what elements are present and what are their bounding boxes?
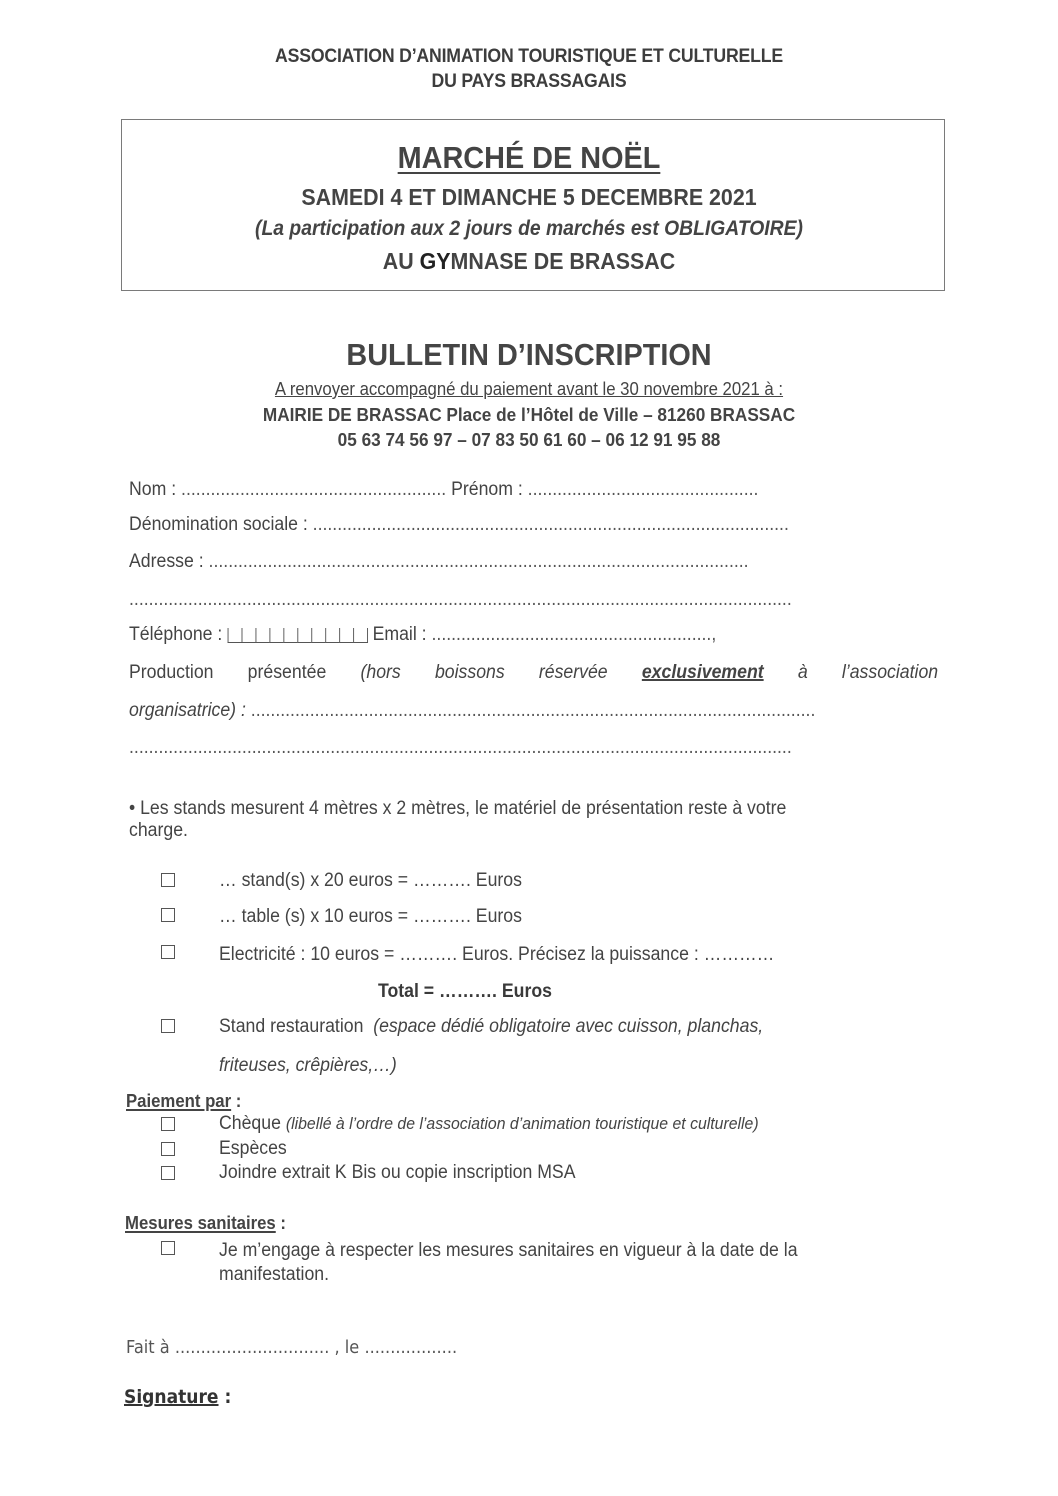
adresse-row-2 xyxy=(129,589,792,611)
payment-heading-text: Paiement par xyxy=(126,1091,232,1111)
sanitary-heading-text: Mesures sanitaires xyxy=(125,1213,276,1233)
adresse-field-2[interactable]: ....................................................................................................................................... xyxy=(129,589,792,610)
restauration-note-2: friteuses, crêpières,…) xyxy=(219,1055,397,1076)
adresse-label: Adresse : xyxy=(129,551,204,572)
date-field[interactable]: .................. xyxy=(364,1337,458,1358)
location-suffix: MNASE DE BRASSAC xyxy=(450,248,676,274)
payment-heading xyxy=(126,1091,241,1112)
stands-note-cont: charge. xyxy=(129,820,188,841)
restauration-row xyxy=(219,1016,763,1038)
production-label: Production présentée xyxy=(129,662,327,683)
telephone-digit-box[interactable] xyxy=(325,628,339,643)
participation-note: (La participation aux 2 jours de marchés est OBLIGATOIRE) xyxy=(255,217,803,240)
contact-phones: 05 63 74 56 97 – 07 83 50 61 60 – 06 12 91 95 88 xyxy=(337,429,721,450)
sanitary-heading xyxy=(125,1213,286,1234)
especes-checkbox[interactable] xyxy=(161,1142,175,1156)
mairie-address: MAIRIE DE BRASSAC Place de l’Hôtel de Ville – 81260 BRASSAC xyxy=(262,404,796,425)
location-highlight: GY xyxy=(419,248,451,274)
payment-heading-colon: : xyxy=(231,1091,242,1111)
cheque-note: (libellé à l’ordre de l’association d’animation touristique et culturelle) xyxy=(285,1114,759,1133)
event-dates: SAMEDI 4 ET DIMANCHE 5 DECEMBRE 2021 xyxy=(301,184,757,210)
cheque-checkbox[interactable] xyxy=(161,1117,175,1131)
email-field[interactable]: ........................................................., xyxy=(431,624,717,645)
nom-prenom-row xyxy=(129,479,758,501)
table-option-label: … table (s) x 10 euros = ………. Euros xyxy=(219,906,522,927)
production-row-2 xyxy=(129,700,815,722)
telephone-digit-box[interactable] xyxy=(297,628,311,643)
email-label: Email : xyxy=(372,624,427,645)
cheque-option xyxy=(219,1113,759,1135)
restauration-checkbox[interactable] xyxy=(161,1019,175,1033)
sanitary-checkbox[interactable] xyxy=(161,1241,175,1255)
signature-label: Signature xyxy=(124,1386,219,1408)
denomination-row xyxy=(129,514,789,536)
sanitary-heading-colon: : xyxy=(275,1213,286,1233)
le-label: , le xyxy=(334,1337,360,1358)
adresse-field[interactable]: .............................................................................................................. xyxy=(208,551,749,572)
telephone-digit-box[interactable] xyxy=(241,628,255,643)
stands-note: • Les stands mesurent 4 mètres x 2 mètres, le matériel de présentation reste à votre xyxy=(129,798,787,819)
fait-a-row xyxy=(126,1337,457,1358)
production-field[interactable]: ................................................................................................................... xyxy=(250,700,816,721)
bulletin-title: BULLETIN D’INSCRIPTION xyxy=(346,337,712,372)
association-name-line2: DU PAYS BRASSAGAIS xyxy=(431,71,627,92)
stand-option-label: … stand(s) x 20 euros = ………. Euros xyxy=(219,870,522,891)
return-instruction: A renvoyer accompagné du paiement avant le 30 novembre 2021 à : xyxy=(274,379,784,399)
sanitary-commitment-line1: Je m’engage à respecter les mesures sanitaires en vigueur à la date de la xyxy=(219,1240,798,1261)
total-line: Total = ………. Euros xyxy=(378,981,552,1002)
production-note-1: (hors boissons réservée xyxy=(360,662,608,683)
telephone-digit-box[interactable] xyxy=(339,628,353,643)
telephone-digit-box[interactable] xyxy=(311,628,325,643)
stand-checkbox[interactable] xyxy=(161,873,175,887)
event-title: MARCHÉ DE NOËL xyxy=(397,140,661,175)
denomination-field[interactable]: ................................................................................................. xyxy=(312,514,789,535)
telephone-field[interactable] xyxy=(227,627,367,649)
telephone-label: Téléphone : xyxy=(129,624,223,645)
event-location xyxy=(37,248,1021,275)
telephone-digit-box[interactable] xyxy=(255,628,269,643)
production-note-3: organisatrice) : xyxy=(129,700,246,721)
production-note-exclusivement: exclusivement xyxy=(641,662,764,683)
restauration-label: Stand restauration xyxy=(219,1016,364,1037)
prenom-label: Prénom : xyxy=(451,479,523,500)
restauration-note-1: (espace dédié obligatoire avec cuisson, planchas, xyxy=(373,1016,764,1037)
sanitary-commitment-line2: manifestation. xyxy=(219,1264,330,1285)
telephone-digit-box[interactable] xyxy=(269,628,283,643)
production-row xyxy=(129,662,938,684)
telephone-digit-box[interactable] xyxy=(283,628,297,643)
signature-colon: : xyxy=(218,1386,232,1408)
location-prefix: AU xyxy=(382,248,420,274)
production-field-2[interactable]: ....................................................................................................................................... xyxy=(129,737,792,758)
prenom-field[interactable]: ............................................... xyxy=(527,479,759,500)
fait-a-field[interactable]: .............................. xyxy=(174,1337,330,1358)
fait-a-label: Fait à xyxy=(126,1337,170,1358)
nom-field[interactable]: ...................................................... xyxy=(181,479,447,500)
association-name-line1: ASSOCIATION D’ANIMATION TOURISTIQUE ET CULTURELLE xyxy=(275,46,783,67)
table-checkbox[interactable] xyxy=(161,908,175,922)
telephone-email-row xyxy=(129,624,716,649)
signature-row xyxy=(124,1386,231,1408)
kbis-label: Joindre extrait K Bis ou copie inscription MSA xyxy=(219,1162,576,1183)
especes-label: Espèces xyxy=(219,1138,287,1159)
telephone-digit-box[interactable] xyxy=(353,628,368,643)
telephone-digit-box[interactable] xyxy=(227,628,241,643)
electricity-checkbox[interactable] xyxy=(161,945,175,959)
adresse-row xyxy=(129,551,749,573)
nom-label: Nom : xyxy=(129,479,177,500)
electricity-option-label: Electricité : 10 euros = ………. Euros. Précisez la puissance : ………… xyxy=(219,944,775,965)
kbis-checkbox[interactable] xyxy=(161,1166,175,1180)
cheque-label: Chèque xyxy=(219,1113,281,1134)
denomination-label: Dénomination sociale : xyxy=(129,514,308,535)
production-note-2: à l’association xyxy=(797,662,939,683)
production-row-3 xyxy=(129,737,792,759)
